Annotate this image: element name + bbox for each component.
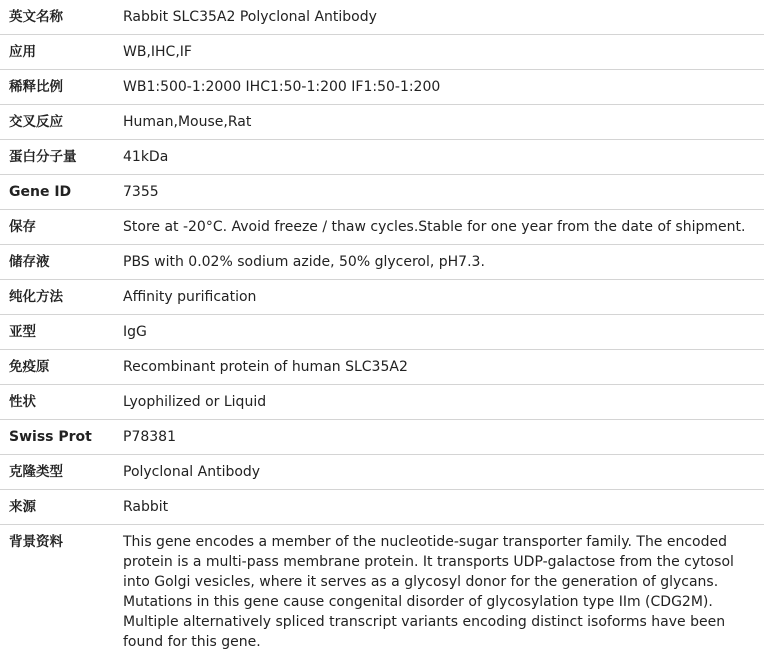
spec-row-swiss-prot (0, 420, 764, 455)
spec-row-dilution (0, 70, 764, 105)
spec-row-isotype (0, 315, 764, 350)
spec-label: Swiss Prot (0, 420, 115, 455)
spec-row-immunogen (0, 350, 764, 385)
spec-row-purification (0, 280, 764, 315)
spec-value: Lyophilized or Liquid (115, 385, 764, 420)
spec-value: WB,IHC,IF (115, 35, 764, 70)
spec-row-background (0, 525, 764, 652)
spec-label: 亚型 (0, 315, 115, 350)
spec-row-reactivity (0, 105, 764, 140)
spec-value: Rabbit SLC35A2 Polyclonal Antibody (115, 0, 764, 35)
spec-label: Gene ID (0, 175, 115, 210)
spec-label: 来源 (0, 490, 115, 525)
spec-label: 克隆类型 (0, 455, 115, 490)
spec-row-application (0, 35, 764, 70)
spec-row-gene-id (0, 175, 764, 210)
spec-value: 7355 (115, 175, 764, 210)
spec-value: Rabbit (115, 490, 764, 525)
spec-value: WB1:500-1:2000 IHC1:50-1:200 IF1:50-1:200 (115, 70, 764, 105)
spec-row-storage (0, 210, 764, 245)
spec-label: 免疫原 (0, 350, 115, 385)
spec-value: Polyclonal Antibody (115, 455, 764, 490)
spec-row-host (0, 490, 764, 525)
spec-value: Affinity purification (115, 280, 764, 315)
spec-label: 蛋白分子量 (0, 140, 115, 175)
spec-label: 应用 (0, 35, 115, 70)
spec-value: Human,Mouse,Rat (115, 105, 764, 140)
spec-value: IgG (115, 315, 764, 350)
spec-value: P78381 (115, 420, 764, 455)
spec-label: 性状 (0, 385, 115, 420)
spec-row-english-name (0, 0, 764, 35)
spec-row-buffer (0, 245, 764, 280)
spec-label: 交叉反应 (0, 105, 115, 140)
spec-value: PBS with 0.02% sodium azide, 50% glycerol, pH7.3. (115, 245, 764, 280)
spec-value: 41kDa (115, 140, 764, 175)
spec-label: 背景资料 (0, 525, 115, 652)
spec-label: 保存 (0, 210, 115, 245)
spec-value: This gene encodes a member of the nucleotide-sugar transporter family. The encoded protein is a multi-pass membrane protein. It transports UDP-galactose from the cytosol into Golgi vesicles, where it serves as a glycosyl donor for the generation of glycans. Mutations in this gene cause congenital disorder of glycosylation type IIm (CDG2M). Multiple alternatively spliced transcript variants encoding distinct isoforms have been found for this gene. (115, 525, 764, 652)
spec-row-molecular-weight (0, 140, 764, 175)
spec-label: 稀释比例 (0, 70, 115, 105)
spec-row-clonality (0, 455, 764, 490)
spec-label: 纯化方法 (0, 280, 115, 315)
spec-row-form (0, 385, 764, 420)
spec-label: 储存液 (0, 245, 115, 280)
spec-value: Store at -20°C. Avoid freeze / thaw cycles.Stable for one year from the date of shipment. (115, 210, 764, 245)
spec-label: 英文名称 (0, 0, 115, 35)
spec-value: Recombinant protein of human SLC35A2 (115, 350, 764, 385)
